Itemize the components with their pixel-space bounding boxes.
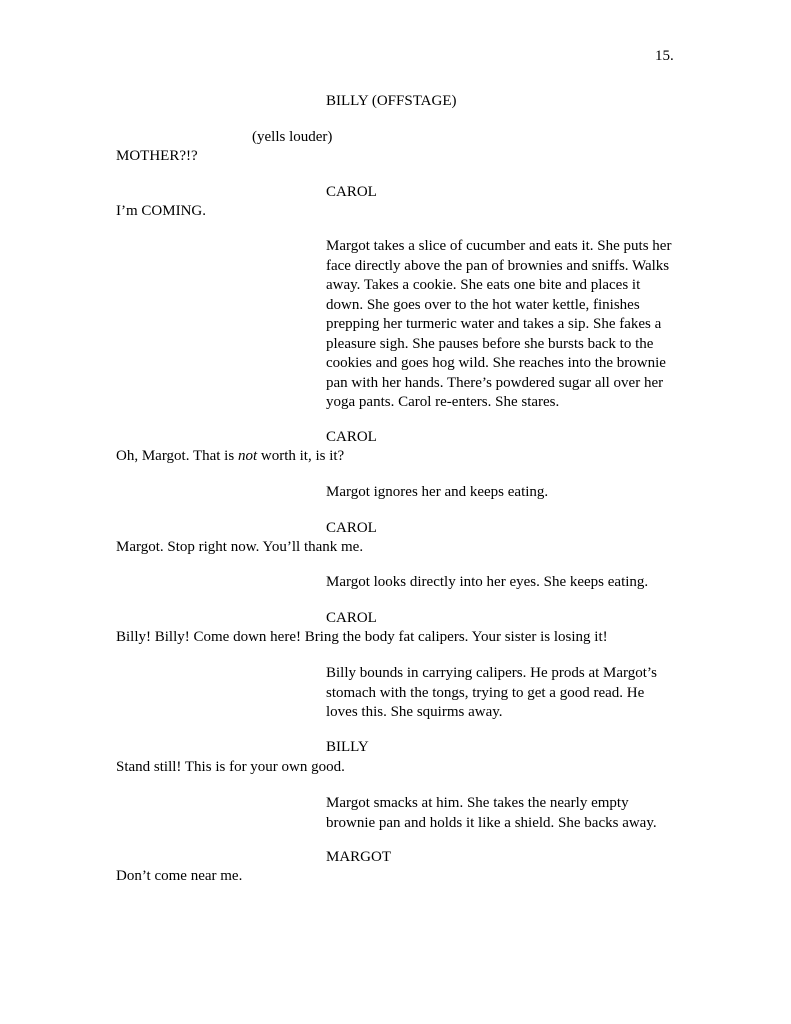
action-line: down. She goes over to the hot water kettle, finishes <box>326 296 640 313</box>
action-line: Margot ignores her and keeps eating. <box>326 484 549 500</box>
character-name: BILLY (OFFSTAGE) <box>326 93 457 109</box>
character-name: CAROL <box>326 610 377 626</box>
character-name: CAROL <box>326 184 377 200</box>
action-line: prepping her turmeric water and takes a sip. She fakes a <box>326 316 662 332</box>
action-line: Margot looks directly into her eyes. She keeps eating. <box>326 574 649 590</box>
action-paragraph <box>326 483 688 503</box>
dialogue: I’m COMING. <box>116 203 206 219</box>
page-number: 15. <box>655 48 674 64</box>
dialogue: Don’t come near me. <box>116 868 243 884</box>
dialogue-emphasis: not <box>237 448 258 464</box>
action-line: loves this. She squirms away. <box>326 704 503 720</box>
action-line: Margot takes a slice of cucumber and eats it. She puts her <box>326 238 672 254</box>
dialogue: Margot. Stop right now. You’ll thank me. <box>116 539 364 555</box>
action-line: pan with her hands. There’s powdered sugar all over her <box>326 374 664 391</box>
action-line: yoga pants. Carol re-enters. She stares. <box>326 394 560 410</box>
parenthetical: (yells louder) <box>252 129 333 145</box>
action-paragraph <box>326 237 688 413</box>
dialogue <box>116 447 344 467</box>
action-line: stomach with the tongs, trying to get a good read. He <box>326 684 645 701</box>
character-name: CAROL <box>326 429 377 445</box>
character-name: MARGOT <box>326 849 392 865</box>
action-line: pleasure sigh. She pauses before she bursts back to the <box>326 335 654 352</box>
dialogue-text: worth it, is it? <box>257 448 345 464</box>
action-line: brownie pan and holds it like a shield. She backs away. <box>326 814 657 831</box>
action-line: away. Takes a cookie. She eats one bite and places it <box>326 277 641 293</box>
dialogue: Stand still! This is for your own good. <box>116 759 345 775</box>
character-name: CAROL <box>326 520 377 536</box>
dialogue-text: Oh, Margot. That is <box>116 448 238 464</box>
action-line: cookies and goes hog wild. She reaches into the brownie <box>326 355 666 371</box>
action-paragraph <box>326 664 688 723</box>
action-line: Billy bounds in carrying calipers. He prods at Margot’s <box>326 665 657 681</box>
dialogue: MOTHER?!? <box>116 148 198 164</box>
action-paragraph <box>326 794 688 833</box>
action-line: Margot smacks at him. She takes the nearly empty <box>326 795 629 811</box>
dialogue: Billy! Billy! Come down here! Bring the body fat calipers. Your sister is losing it! <box>116 629 608 645</box>
action-line: face directly above the pan of brownies and sniffs. Walks <box>326 257 670 274</box>
action-paragraph <box>326 573 688 593</box>
character-name: BILLY <box>326 739 369 755</box>
